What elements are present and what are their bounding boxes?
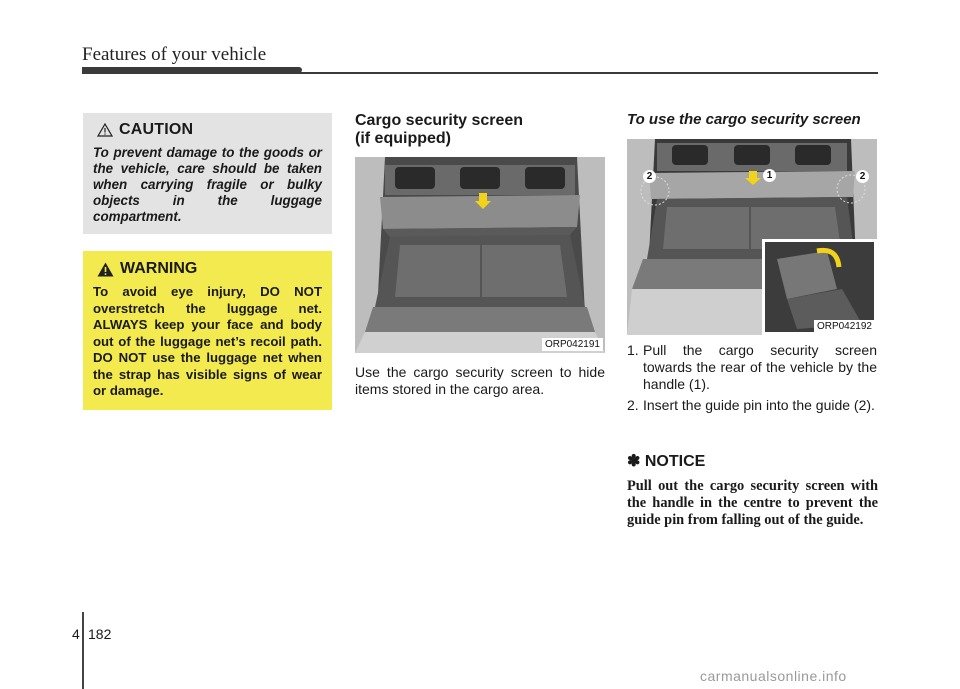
header-title: Features of your vehicle <box>82 44 267 65</box>
section-title <box>355 112 523 148</box>
warning-title: WARNING <box>120 260 198 277</box>
step-item <box>627 342 877 393</box>
page-number: 182 <box>88 626 112 642</box>
callout-2-right: 2 <box>856 170 869 183</box>
cargo-screen-usage-photo <box>627 139 877 335</box>
chapter-number: 4 <box>72 626 80 642</box>
cargo-usage-illustration <box>627 139 877 335</box>
step-item <box>627 397 877 414</box>
step-number: 2. <box>627 397 639 413</box>
photo-code-2: ORP042192 <box>814 320 875 333</box>
caution-box <box>83 113 332 234</box>
photo-code-1: ORP042191 <box>542 338 603 351</box>
footer-divider <box>82 612 84 689</box>
section-title-line1: Cargo security screen <box>355 112 524 129</box>
warning-box <box>83 251 332 410</box>
watermark: carmanualsonline.info <box>700 668 847 684</box>
caution-triangle-icon <box>97 123 113 137</box>
warning-triangle-icon <box>97 262 114 277</box>
cargo-screen-photo <box>355 157 605 353</box>
warning-header <box>97 260 322 278</box>
caution-text: To prevent damage to the goods or the vehicle, care should be taken when carrying fragile or bulky objects in the luggage compartment. <box>93 145 322 224</box>
step-text: Pull the cargo security screen towards the rear of the vehicle by the handle (1). <box>643 342 877 392</box>
notice-title: ✽ NOTICE <box>627 453 706 470</box>
callout-1: 1 <box>763 169 776 182</box>
caution-header <box>97 121 322 139</box>
notice-text: Pull out the cargo security screen with the handle in the centre to prevent the guide pin from falling out of the guide. <box>627 478 878 528</box>
callout-2-left: 2 <box>643 170 656 183</box>
section-description: Use the cargo security screen to hide items stored in the cargo area. <box>355 364 605 397</box>
caution-title: CAUTION <box>119 121 194 138</box>
usage-steps <box>627 342 877 418</box>
step-text: Insert the guide pin into the guide (2). <box>643 397 875 413</box>
usage-title: To use the cargo security screen <box>627 111 861 128</box>
header-line <box>82 72 878 74</box>
step-number: 1. <box>627 342 639 358</box>
warning-text: To avoid eye injury, DO NOT overstretch the luggage net. ALWAYS keep your face and body out of the luggage net’s recoil path. DO NOT use the luggage net when the strap has visible signs of wear or damage. <box>93 284 322 398</box>
section-title-line2: (if equipped) <box>355 130 451 147</box>
cargo-area-illustration <box>355 157 605 353</box>
